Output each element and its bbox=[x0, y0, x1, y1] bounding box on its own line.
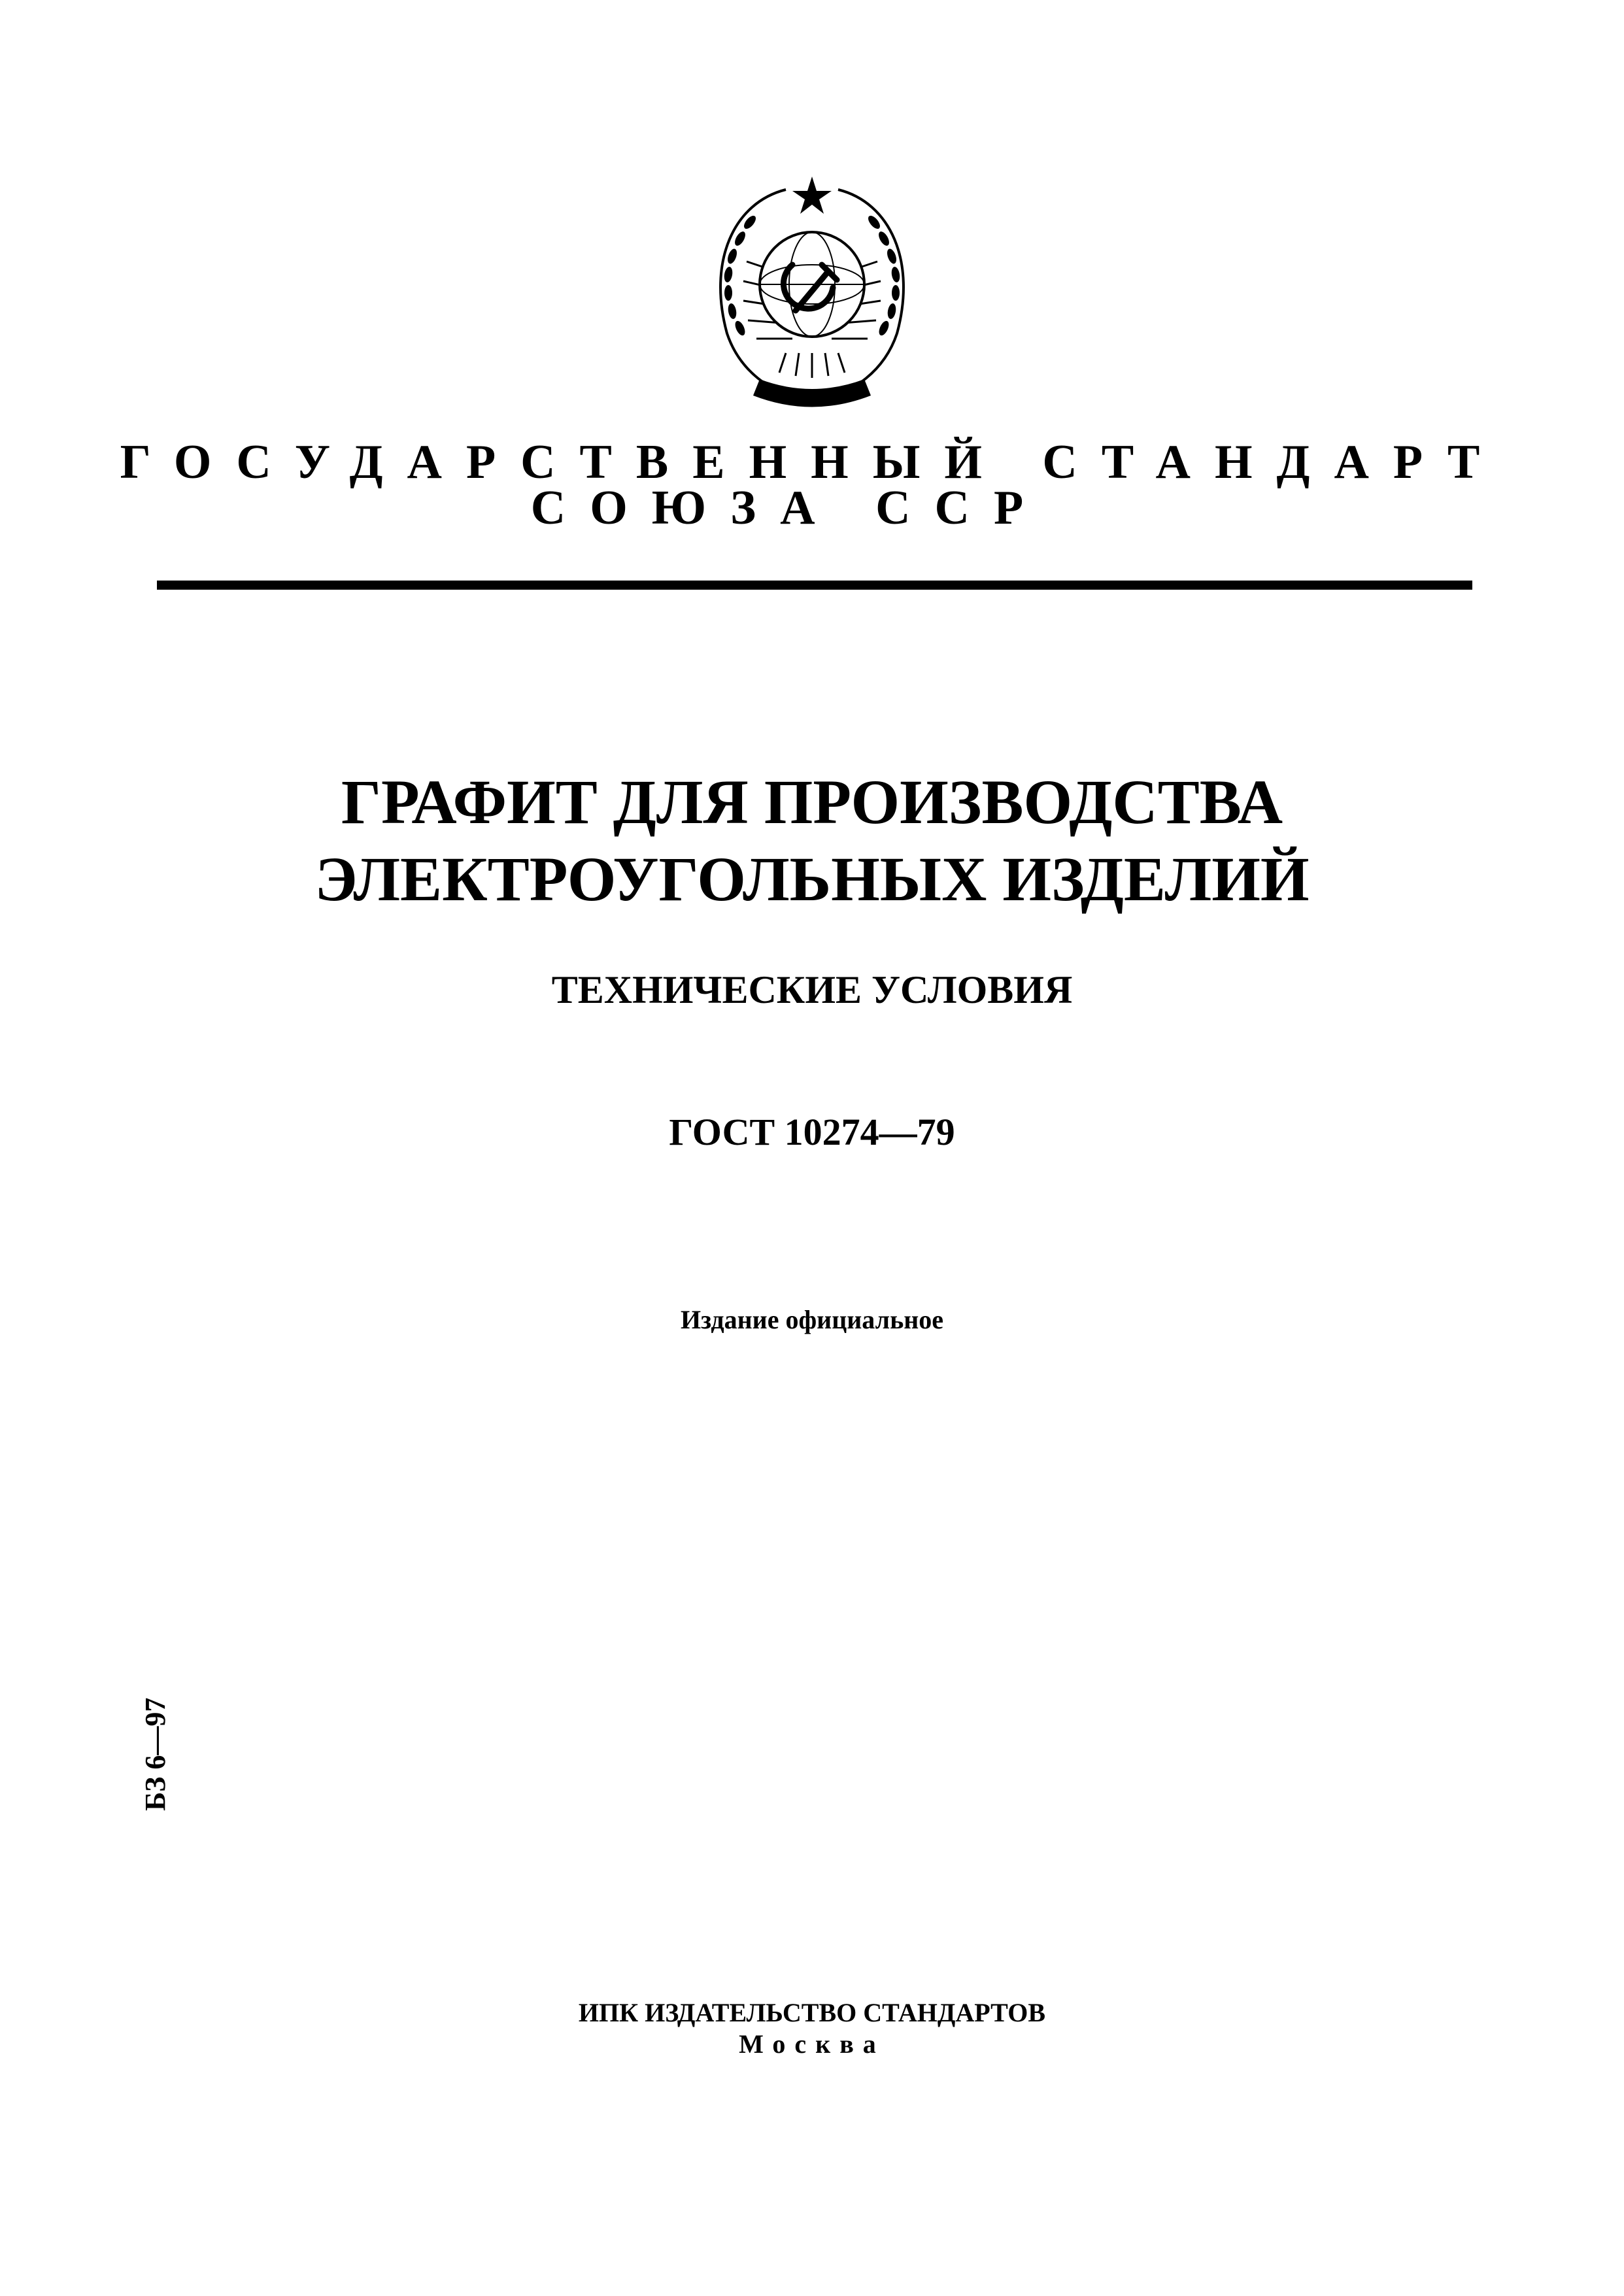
header-line-1: ГОСУДАРСТВЕННЫЙ СТАНДАРТ bbox=[120, 435, 1504, 489]
side-code: БЗ 6—97 bbox=[139, 1697, 171, 1811]
header-line-2: СОЮЗА ССР bbox=[530, 481, 1048, 535]
document-title bbox=[0, 764, 1624, 918]
publisher-city: Москва bbox=[739, 2029, 885, 2059]
document-subtitle: ТЕХНИЧЕСКИЕ УСЛОВИЯ bbox=[551, 968, 1073, 1011]
edition-note: Издание официальное bbox=[680, 1305, 944, 1334]
document-title-line-1: ГРАФИТ ДЛЯ ПРОИЗВОДСТВА bbox=[341, 767, 1283, 837]
standard-number: ГОСТ 10274—79 bbox=[669, 1111, 955, 1153]
ussr-coat-of-arms-icon bbox=[688, 163, 936, 425]
publisher-name: ИПК ИЗДАТЕЛЬСТВО СТАНДАРТОВ bbox=[578, 1998, 1046, 2027]
document-title-line-2: ЭЛЕКТРОУГОЛЬНЫХ ИЗДЕЛИЙ bbox=[314, 844, 1310, 914]
header-divider bbox=[157, 581, 1472, 590]
